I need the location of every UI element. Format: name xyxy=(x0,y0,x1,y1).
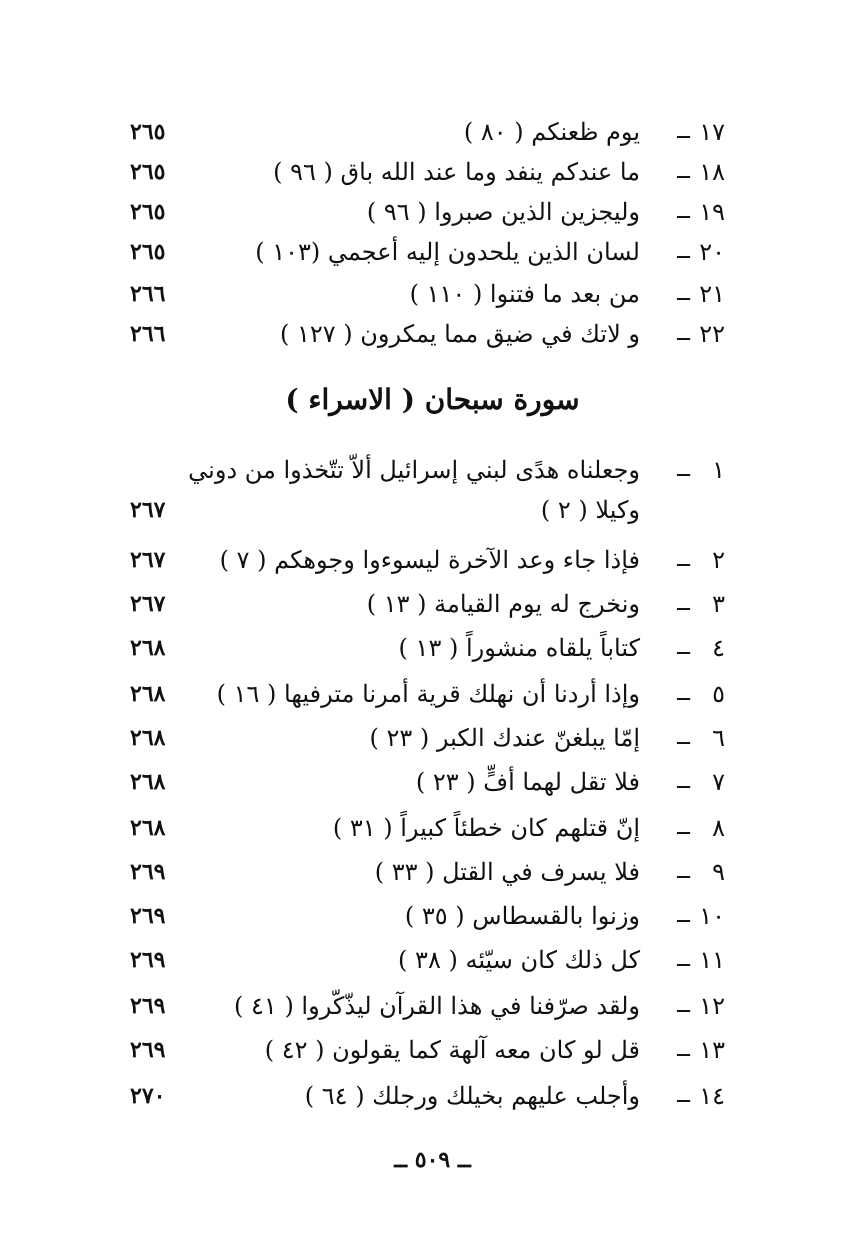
entry-page-number: ٢٦٥ xyxy=(130,119,166,145)
entry-text: لسان الذين يلحدون إليه أعجمي (١٠٣ ) xyxy=(255,238,640,266)
entry-number: ١٧ xyxy=(699,118,725,146)
entry-text: يوم ظعنكم ( ٨٠ ) xyxy=(463,118,640,146)
entry-text: إنّ قتلهم كان خطئاً كبيراً ( ٣١ ) xyxy=(332,814,640,842)
entry-number: ٣ xyxy=(712,590,725,618)
entry-page-number: ٢٦٨ xyxy=(130,681,166,707)
index-entry xyxy=(0,584,865,624)
entry-page-number: ٢٦٨ xyxy=(130,769,166,795)
entry-text: ما عندكم ينفد وما عند الله باق ( ٩٦ ) xyxy=(273,158,640,186)
entry-text: إمّا يبلغنّ عندك الكبر ( ٢٣ ) xyxy=(369,724,640,752)
entry-text: وإذا أردنا أن نهلك قرية أمرنا مترفيها ( ١٦ ) xyxy=(216,680,640,708)
entry-page-number: ٢٦٥ xyxy=(130,199,166,225)
entry-text: فلا يسرف في القتل ( ٣٣ ) xyxy=(374,858,640,886)
entry-number: ٢ xyxy=(712,546,725,574)
entry-text: كتاباً يلقاه منشوراً ( ١٣ ) xyxy=(398,634,640,662)
section-title: سورة سبحان ( الاسراء ) xyxy=(285,383,580,416)
index-entry xyxy=(0,314,865,354)
entry-text: قل لو كان معه آلهة كما يقولون ( ٤٢ ) xyxy=(264,1036,640,1064)
entry-dash: ــ xyxy=(677,769,690,794)
entry-page-number: ٢٦٨ xyxy=(130,815,166,841)
entry-text: ولقد صرّفنا في هذا القرآن ليذّكّروا ( ٤١ ) xyxy=(234,992,640,1020)
entry-text: وليجزين الذين صبروا ( ٩٦ ) xyxy=(366,198,640,226)
entry-number: ١١ xyxy=(699,946,725,974)
entry-dash: ــ xyxy=(677,119,690,144)
index-entry xyxy=(0,674,865,714)
entry-text: كل ذلك كان سيّئه ( ٣٨ ) xyxy=(398,946,640,974)
entry-number: ٩ xyxy=(712,858,725,886)
entry-number: ١٨ xyxy=(699,158,725,186)
entry-number: ٧ xyxy=(712,768,725,796)
entry-number: ٤ xyxy=(712,634,725,662)
index-entry xyxy=(0,152,865,192)
entry-page-number: ٢٦٨ xyxy=(130,635,166,661)
entry-dash: ــ xyxy=(677,457,690,482)
entry-number: ٢١ xyxy=(699,280,725,308)
entry-number: ١٤ xyxy=(699,1082,725,1110)
index-entry xyxy=(0,762,865,802)
entry-dash: ــ xyxy=(677,903,690,928)
entry-page-number: ٢٦٧ xyxy=(130,547,166,573)
index-entry xyxy=(0,450,865,530)
entry-dash: ــ xyxy=(677,199,690,224)
entry-page-number: ٢٦٥ xyxy=(130,159,166,185)
entry-page-number: ٢٦٩ xyxy=(130,859,166,885)
entry-page-number: ٢٦٩ xyxy=(130,1037,166,1063)
index-entry xyxy=(0,232,865,272)
index-entry xyxy=(0,896,865,936)
entry-number: ١٢ xyxy=(699,992,725,1020)
entry-text: و لاتك في ضيق مما يمكرون ( ١٢٧ ) xyxy=(279,320,640,348)
entry-dash: ــ xyxy=(677,321,690,346)
index-entry xyxy=(0,274,865,314)
index-entry xyxy=(0,112,865,152)
entry-page-number: ٢٦٦ xyxy=(130,321,166,347)
entry-dash: ــ xyxy=(677,681,690,706)
entry-page-number: ٢٦٧ xyxy=(130,591,166,617)
entry-page-number: ٢٦٩ xyxy=(130,993,166,1019)
page-footer-number: ــ ٥٠٩ ــ xyxy=(394,1147,471,1173)
entry-number: ١٠ xyxy=(699,902,725,930)
entry-page-number: ٢٦٧ xyxy=(130,497,166,523)
entry-number: ٢٠ xyxy=(699,238,725,266)
index-entry xyxy=(0,940,865,980)
entry-number: ٨ xyxy=(712,814,725,842)
entry-number: ٢٢ xyxy=(699,320,725,348)
entry-dash: ــ xyxy=(677,281,690,306)
entry-page-number: ٢٦٩ xyxy=(130,903,166,929)
index-entry xyxy=(0,1076,865,1116)
entry-number: ١٩ xyxy=(699,198,725,226)
entry-dash: ــ xyxy=(677,159,690,184)
entry-dash: ــ xyxy=(677,725,690,750)
entry-dash: ــ xyxy=(677,993,690,1018)
entry-number: ٥ xyxy=(712,680,725,708)
entry-dash: ــ xyxy=(677,591,690,616)
index-entry xyxy=(0,808,865,848)
entry-page-number: ٢٦٨ xyxy=(130,725,166,751)
index-entry xyxy=(0,986,865,1026)
entry-dash: ــ xyxy=(677,1083,690,1108)
index-entry xyxy=(0,192,865,232)
entry-text: وزنوا بالقسطاس ( ٣٥ ) xyxy=(404,902,640,930)
entry-dash: ــ xyxy=(677,947,690,972)
entry-text: ونخرج له يوم القيامة ( ١٣ ) xyxy=(366,590,640,618)
entry-number: ١ xyxy=(712,456,725,484)
entry-page-number: ٢٦٥ xyxy=(130,239,166,265)
entry-text: من بعد ما فتنوا ( ١١٠ ) xyxy=(409,280,640,308)
entry-page-number: ٢٧٠ xyxy=(130,1083,166,1109)
entry-text: وأجلب عليهم بخيلك ورجلك ( ٦٤ ) xyxy=(304,1082,640,1110)
entry-page-number: ٢٦٦ xyxy=(130,281,166,307)
entry-text: فإذا جاء وعد الآخرة ليسوءوا وجوهكم ( ٧ ) xyxy=(219,546,640,574)
entry-text: فلا تقل لهما أفٍّ ( ٢٣ ) xyxy=(415,768,640,796)
entry-number: ٦ xyxy=(712,724,725,752)
entry-page-number: ٢٦٩ xyxy=(130,947,166,973)
entry-text: وجعلناه هدًى لبني إسرائيل ألاّ تتّخذوا من دوني وكيلا ( ٢ ) xyxy=(188,456,640,524)
index-entry xyxy=(0,718,865,758)
entry-dash: ــ xyxy=(677,547,690,572)
entry-dash: ــ xyxy=(677,859,690,884)
entry-dash: ــ xyxy=(677,635,690,660)
entry-dash: ــ xyxy=(677,1037,690,1062)
entry-dash: ــ xyxy=(677,815,690,840)
index-entry xyxy=(0,852,865,892)
entry-dash: ــ xyxy=(677,239,690,264)
entry-number: ١٣ xyxy=(699,1036,725,1064)
index-entry xyxy=(0,628,865,668)
index-entry xyxy=(0,1030,865,1070)
index-entry xyxy=(0,540,865,580)
